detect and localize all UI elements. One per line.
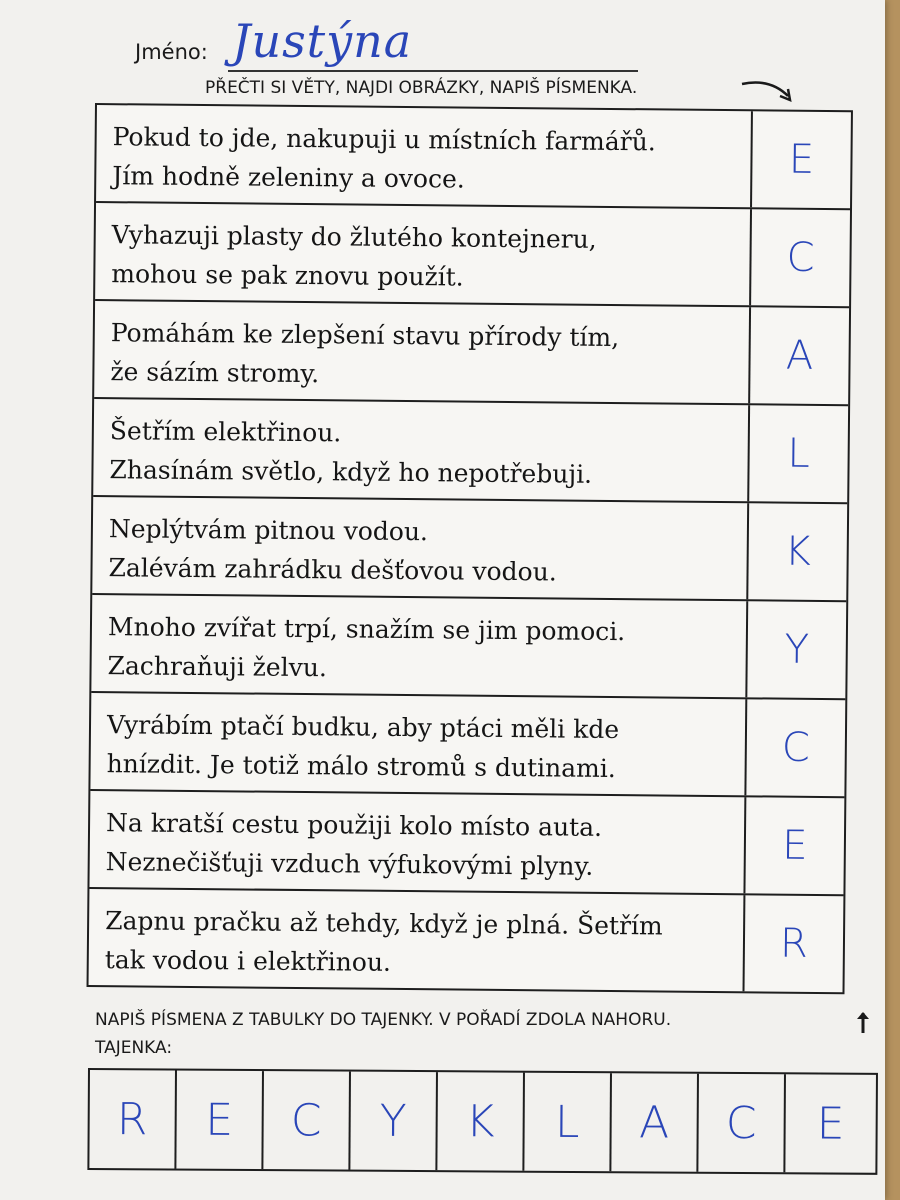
name-handwritten: Justýna bbox=[232, 14, 413, 68]
answer-letter: K bbox=[784, 528, 812, 575]
sentence-text: Vyhazuji plasty do žlutého kontejneru, mohou se pak znovu použít. bbox=[95, 203, 752, 305]
answer-letter: R bbox=[779, 920, 809, 967]
instruction-top: PŘEČTI SI VĚTY, NAJDI OBRÁZKY, NAPIŠ PÍSMENKA. bbox=[205, 78, 638, 98]
tajenka-grid bbox=[87, 1068, 878, 1175]
sentence-table bbox=[87, 103, 853, 994]
sentence-text: Šetřím elektřinou. Zhasínám světlo, když ho nepotřebuji. bbox=[93, 399, 750, 501]
table-row bbox=[93, 399, 848, 504]
sentence-text: Pomáhám ke zlepšení stavu přírody tím, že sázím stromy. bbox=[94, 301, 751, 403]
table-row bbox=[89, 889, 844, 992]
table-row bbox=[91, 595, 846, 700]
answer-letter: E bbox=[788, 136, 815, 183]
table-row bbox=[89, 791, 844, 896]
table-row bbox=[90, 693, 845, 798]
tajenka-cell: E bbox=[176, 1071, 264, 1170]
tajenka-cell: E bbox=[816, 1097, 845, 1150]
tajenka-cell: L bbox=[524, 1073, 612, 1172]
tajenka-cell: A bbox=[611, 1073, 699, 1172]
sentence-text: Neplýtvám pitnou vodou. Zalévám zahrádku dešťovou vodou. bbox=[92, 497, 749, 599]
tajenka-cell: K bbox=[437, 1072, 525, 1171]
name-label: Jméno: bbox=[135, 40, 208, 64]
curved-arrow-icon bbox=[740, 78, 795, 106]
answer-letter: Y bbox=[784, 626, 810, 673]
table-row bbox=[96, 105, 851, 210]
sentence-text: Zapnu pračku až tehdy, když je plná. Šetřím tak vodou i elektřinou. bbox=[89, 889, 746, 991]
table-row bbox=[95, 203, 850, 308]
name-underline bbox=[228, 70, 638, 72]
sentence-text: Mnoho zvířat trpí, snažím se jim pomoci. Zachraňuji želvu. bbox=[91, 595, 748, 697]
sentence-text: Na kratší cestu použiji kolo místo auta. Neznečišťuji vzduch výfukovými plyny. bbox=[89, 791, 746, 893]
sentence-text: Pokud to jde, nakupuji u místních farmářů. Jím hodně zeleniny a ovoce. bbox=[96, 105, 753, 207]
table-row bbox=[94, 301, 849, 406]
answer-letter: C bbox=[786, 234, 815, 281]
tajenka-cell: C bbox=[698, 1074, 786, 1173]
up-arrow-icon bbox=[855, 1010, 871, 1034]
tajenka-cell: Y bbox=[350, 1072, 438, 1171]
sentence-text: Vyrábím ptačí budku, aby ptáci měli kde hnízdit. Je totiž málo stromů s dutinami. bbox=[90, 693, 747, 795]
answer-letter: C bbox=[781, 724, 811, 771]
tajenka-label: TAJENKA: bbox=[95, 1038, 173, 1058]
table-row bbox=[92, 497, 847, 602]
instruction-bottom: NAPIŠ PÍSMENA Z TABULKY DO TAJENKY. V POŘADÍ ZDOLA NAHORU. bbox=[95, 1010, 672, 1030]
answer-letter: E bbox=[782, 822, 808, 869]
answer-letter: L bbox=[787, 430, 811, 477]
answer-letter: A bbox=[785, 332, 814, 379]
tajenka-cell: C bbox=[263, 1071, 351, 1170]
tajenka-cell: R bbox=[89, 1070, 177, 1169]
